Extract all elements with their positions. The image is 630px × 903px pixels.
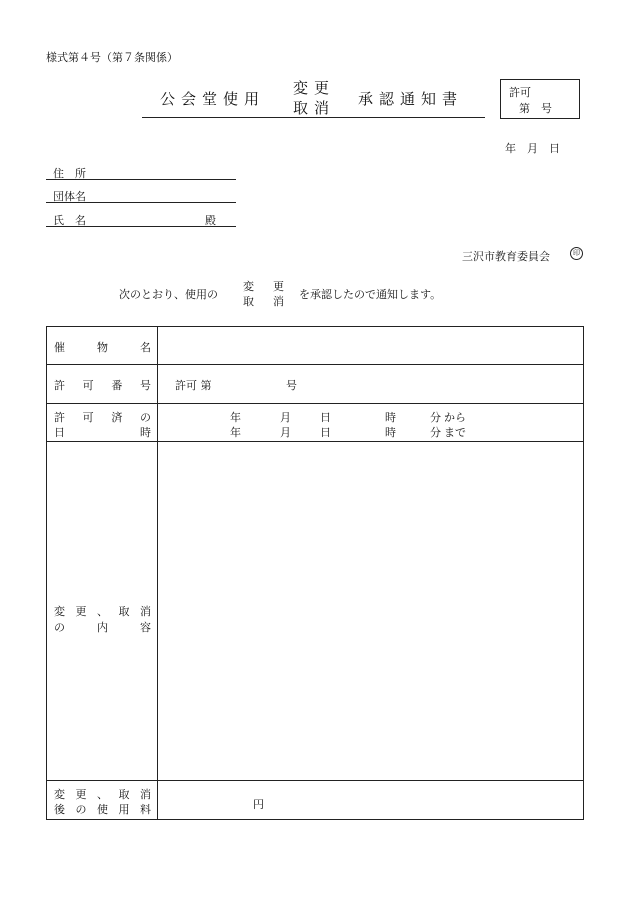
- title-underline: [142, 117, 485, 118]
- fee-label-1: 変 更 、 取 消: [54, 788, 151, 801]
- notice-table: [46, 326, 584, 820]
- title-change: 変更: [293, 79, 336, 97]
- permitted-datetime-row: [47, 403, 583, 441]
- fee-label-cell: [47, 781, 158, 819]
- permitted-datetime-label-cell: [47, 404, 158, 441]
- change-content-label-2: の 内 容: [54, 621, 151, 634]
- group-name-line: [46, 202, 236, 203]
- permit-number-prefix: 許可 第: [175, 379, 212, 392]
- permit-number-suffix: 号: [286, 379, 297, 392]
- permit-box-label: 許可: [509, 86, 531, 99]
- permit-number-label: 許 可 番 号: [54, 379, 151, 392]
- group-name-label: 団体名: [53, 190, 86, 203]
- notice-sentence-end: を承認したので通知します。: [299, 288, 442, 301]
- date-from: 年 月 日 時 分 から: [230, 411, 466, 424]
- fee-label-2: 後 の 使 用 料: [54, 803, 151, 816]
- notice-sentence-start: 次のとおり、使用の: [119, 288, 218, 301]
- issuer-name: 三沢市教育委員会: [462, 250, 550, 263]
- notice-sentence-cancel: 取 消: [243, 295, 288, 308]
- honorific: 殿: [205, 214, 216, 227]
- event-name-row: [47, 327, 583, 364]
- fee-value: [158, 781, 583, 819]
- issue-date: 年 月 日: [505, 142, 560, 155]
- title-suffix: 承認通知書: [358, 90, 464, 108]
- event-name-value: [158, 327, 583, 364]
- fee-row: [47, 780, 583, 819]
- seal-mark: 印: [570, 247, 583, 260]
- name-label: 氏 名: [53, 214, 86, 227]
- permitted-datetime-value: [158, 404, 583, 441]
- change-content-label-1: 変 更 、 取 消: [54, 605, 151, 618]
- change-content-value: [158, 442, 583, 780]
- permitted-datetime-label-1: 許 可 済 の: [54, 411, 151, 424]
- notice-sentence-change: 変 更: [243, 280, 288, 293]
- permit-number-label-cell: [47, 365, 158, 403]
- change-content-row: [47, 441, 583, 780]
- permitted-datetime-label-2: 日 時: [54, 426, 151, 439]
- title-prefix: 公会堂使用: [160, 90, 266, 108]
- permit-number-box: [500, 79, 580, 119]
- permit-number-value: [158, 365, 583, 403]
- address-label: 住 所: [53, 167, 86, 180]
- address-line: [46, 179, 236, 180]
- event-name-label-cell: [47, 327, 158, 364]
- name-line: [46, 226, 236, 227]
- date-to: 年 月 日 時 分 まで: [230, 426, 466, 439]
- form-number: 様式第４号（第７条関係）: [46, 51, 178, 64]
- fee-unit: 円: [253, 798, 264, 811]
- change-content-label-cell: [47, 442, 158, 780]
- event-name-label: 催 物 名: [54, 341, 151, 354]
- title-cancel: 取消: [293, 99, 336, 117]
- permit-number-row: [47, 364, 583, 403]
- permit-box-number: 第 号: [519, 102, 552, 115]
